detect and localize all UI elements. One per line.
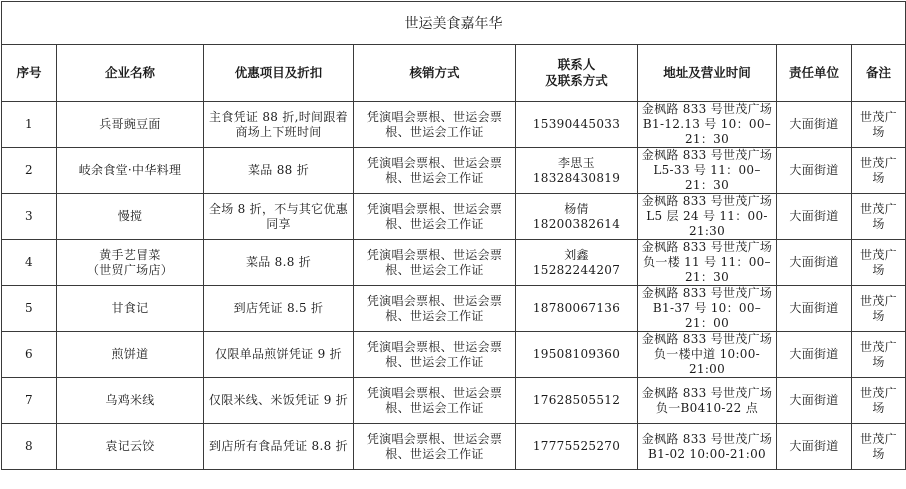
row-note: 世茂广场 [852, 102, 906, 148]
row-redeem: 凭演唱会票根、世运会票根、世运会工作证 [354, 424, 516, 470]
row-discount: 菜品 88 折 [204, 148, 354, 194]
row-discount: 菜品 8.8 折 [204, 240, 354, 286]
col-header-seq: 序号 [2, 45, 57, 102]
row-contact: 杨倩 18200382614 [516, 194, 638, 240]
table-row [2, 286, 906, 332]
row-seq: 5 [2, 286, 57, 332]
row-seq: 8 [2, 424, 57, 470]
table-row [2, 240, 906, 286]
row-unit: 大面街道 [777, 332, 852, 378]
row-unit: 大面街道 [777, 102, 852, 148]
row-note: 世茂广场 [852, 194, 906, 240]
row-contact: 17775525270 [516, 424, 638, 470]
table-row [2, 102, 906, 148]
row-discount: 全场 8 折，不与其它优惠同享 [204, 194, 354, 240]
row-unit: 大面街道 [777, 240, 852, 286]
row-seq: 1 [2, 102, 57, 148]
row-address: 金枫路 833 号世茂广场B1-12.13 号 10：00–21：30 [638, 102, 777, 148]
row-redeem: 凭演唱会票根、世运会票根、世运会工作证 [354, 378, 516, 424]
col-header-unit: 责任单位 [777, 45, 852, 102]
row-company: 煎饼道 [57, 332, 204, 378]
row-discount: 仅限米线、米饭凭证 9 折 [204, 378, 354, 424]
row-company: 岐余食堂·中华料理 [57, 148, 204, 194]
row-company: 兵哥豌豆面 [57, 102, 204, 148]
row-unit: 大面街道 [777, 194, 852, 240]
row-redeem: 凭演唱会票根、世运会票根、世运会工作证 [354, 240, 516, 286]
row-unit: 大面街道 [777, 378, 852, 424]
row-seq: 7 [2, 378, 57, 424]
row-company: 甘食记 [57, 286, 204, 332]
row-contact: 刘鑫 15282244207 [516, 240, 638, 286]
table-row [2, 332, 906, 378]
row-discount: 到店所有食品凭证 8.8 折 [204, 424, 354, 470]
table-row [2, 194, 906, 240]
row-company: 袁记云饺 [57, 424, 204, 470]
row-note: 世茂广场 [852, 424, 906, 470]
table-title: 世运美食嘉年华 [2, 2, 906, 45]
row-seq: 3 [2, 194, 57, 240]
row-redeem: 凭演唱会票根、世运会票根、世运会工作证 [354, 332, 516, 378]
row-address: 金枫路 833 号世茂广场B1-02 10:00-21:00 [638, 424, 777, 470]
row-contact: 15390445033 [516, 102, 638, 148]
row-unit: 大面街道 [777, 424, 852, 470]
row-address: 金枫路 833 号世茂广场B1-37 号 10：00–21：00 [638, 286, 777, 332]
col-header-note: 备注 [852, 45, 906, 102]
row-contact: 19508109360 [516, 332, 638, 378]
row-note: 世茂广场 [852, 286, 906, 332]
table-row [2, 378, 906, 424]
row-note: 世茂广场 [852, 148, 906, 194]
col-header-discount: 优惠项目及折扣 [204, 45, 354, 102]
col-header-contact: 联系人 及联系方式 [516, 45, 638, 102]
row-contact: 李思玉 18328430819 [516, 148, 638, 194]
row-address: 金枫路 833 号世茂广场L5-33 号 11：00–21：30 [638, 148, 777, 194]
row-address: 金枫路 833 号世茂广场L5 层 24 号 11：00-21:30 [638, 194, 777, 240]
row-seq: 2 [2, 148, 57, 194]
row-contact: 17628505512 [516, 378, 638, 424]
row-address: 金枫路 833 号世茂广场负一B0410-22 点 [638, 378, 777, 424]
row-redeem: 凭演唱会票根、世运会票根、世运会工作证 [354, 194, 516, 240]
header-row [2, 45, 906, 102]
row-note: 世茂广场 [852, 378, 906, 424]
col-header-redeem: 核销方式 [354, 45, 516, 102]
row-address: 金枫路 833 号世茂广场负一楼中道 10:00-21:00 [638, 332, 777, 378]
row-discount: 主食凭证 88 折,时间跟着商场上下班时间 [204, 102, 354, 148]
title-row [2, 2, 906, 45]
row-unit: 大面街道 [777, 286, 852, 332]
row-company: 黄手艺冒菜 （世贸广场店） [57, 240, 204, 286]
row-address: 金枫路 833 号世茂广场负一楼 11 号 11：00–21：30 [638, 240, 777, 286]
row-discount: 到店凭证 8.5 折 [204, 286, 354, 332]
row-company: 慢搅 [57, 194, 204, 240]
row-seq: 6 [2, 332, 57, 378]
row-company: 乌鸡米线 [57, 378, 204, 424]
row-note: 世茂广场 [852, 332, 906, 378]
row-note: 世茂广场 [852, 240, 906, 286]
row-redeem: 凭演唱会票根、世运会票根、世运会工作证 [354, 286, 516, 332]
table-row [2, 148, 906, 194]
row-unit: 大面街道 [777, 148, 852, 194]
row-contact: 18780067136 [516, 286, 638, 332]
row-seq: 4 [2, 240, 57, 286]
row-redeem: 凭演唱会票根、世运会票根、世运会工作证 [354, 102, 516, 148]
row-redeem: 凭演唱会票根、世运会票根、世运会工作证 [354, 148, 516, 194]
row-discount: 仅限单品煎饼凭证 9 折 [204, 332, 354, 378]
table-row [2, 424, 906, 470]
col-header-company: 企业名称 [57, 45, 204, 102]
col-header-address: 地址及营业时间 [638, 45, 777, 102]
food-festival-table [1, 1, 906, 470]
